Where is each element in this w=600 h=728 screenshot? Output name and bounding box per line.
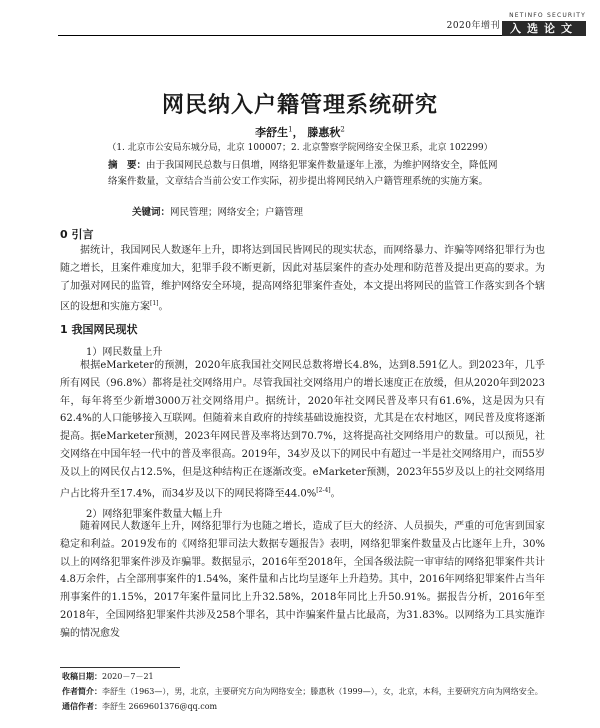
footnote-rule bbox=[60, 667, 180, 668]
crime-paragraph: 随着网民人数逐年上升，网络犯罪行为也随之增长，造成了巨大的经济、人员损失，严重的可危害到国家稳定和利益。2019发布的《网络犯罪司法大数据专题报告》表明，网络犯罪案件数量及占比逐年上升，30%以上的网络犯罪案件涉及诈骗罪。数据显示，2016年至2018年，全国各级法院一审审结的网络犯罪案件共计4.8万余件，占全部刑事案件的1.54%，案件量和占比均呈逐年上升趋势。其中，2016年网络犯罪案件占当年刑事案件的1.15%，2017年案件量同比上升32.58%，2018年同比上升50.91%。据报告分析，2016年至2018年，全国网络犯罪案件共涉及258个罪名，其中诈骗案件量占比最高，为31.83%。以网络为工具实施诈骗的情况愈发 bbox=[60, 521, 545, 639]
author-name: 李舒生 bbox=[255, 126, 289, 139]
punct: 。 bbox=[158, 301, 169, 313]
paper-title: 网民纳入户籍管理系统研究 bbox=[161, 92, 438, 118]
section-tag: 入选论文 bbox=[502, 21, 586, 36]
section-heading-status: 1 我国网民现状 bbox=[60, 323, 138, 336]
author-bio-text: 李舒生（1963—），男，北京，主要研究方向为网络安全；滕惠秋（1999—），女，北京，本科，主要研究方向为网络安全。 bbox=[102, 687, 543, 696]
abstract bbox=[108, 158, 498, 190]
subsection-heading-users: 1）网民数量上升 bbox=[86, 347, 163, 358]
punct: 。 bbox=[330, 487, 341, 499]
received-label: 收稿日期： bbox=[62, 671, 102, 681]
citation: [2-4] bbox=[316, 486, 331, 494]
keywords bbox=[132, 204, 498, 218]
issue-label: 2020年增刊 bbox=[446, 21, 500, 31]
citation: [1] bbox=[150, 300, 159, 308]
received-date bbox=[62, 671, 547, 682]
author-line: 李舒生$^1$， 滕惠秋$^2$ bbox=[255, 125, 345, 139]
author-bio-label: 作者简介： bbox=[62, 686, 102, 696]
corresponding-author bbox=[62, 701, 547, 712]
author-name: 滕惠秋 bbox=[307, 126, 341, 139]
contact-value: 李舒生 2669601376@qq.com bbox=[102, 702, 218, 711]
contact-label: 通信作者： bbox=[62, 701, 102, 711]
section-heading-intro: 0 引言 bbox=[60, 228, 94, 241]
author-affil-mark: 1 bbox=[288, 125, 293, 134]
users-text: 根据eMarketer的预测，2020年底我国社交网民总数将增长4.8%，达到8.591亿人。到2023年，几乎所有网民（96.8%）都将是社交网络用户。尽管我国社交网络用户的增长速度正在放缓，但从2020年到2023年，每年将至少新增3000万社交网络用户。据统计，2020年社交网民普及率只有61.6%，这是因为只有62.4%的人口能够接入互联网。但随着来自政府的持续基础设施投资，尤其是在农村地区，网民普及度将逐渐提高。据eMarketer预测，2023年网民普及率将达到70.7%，这将提高社交网络用户的数量。可以预见，社交网络在中国年轻一代中的普及率很高。2019年，34岁及以下的网民中有超过一半是社交网络用户，而55岁及以上的网民仅占12.5%，但是这种结构正在逐渐改变。eMarketer预测，2023年55岁及以上的社交网络用户占比将升至17.4%，而34岁及以下的网民将降至44.0% bbox=[60, 360, 545, 499]
author-bio bbox=[62, 686, 547, 697]
keywords-label: 关键词： bbox=[132, 207, 171, 218]
abstract-text: 由于我国网民总数与日俱增，网络犯罪案件数量逐年上涨，为维护网络安全，降低网络案件数量，文章结合当前公安工作实际，初步提出将网民纳入户籍管理系统的实施方案。 bbox=[108, 160, 498, 187]
abstract-label: 摘 要： bbox=[108, 160, 147, 171]
users-paragraph bbox=[60, 357, 545, 503]
magazine-block bbox=[502, 12, 586, 36]
received-value: 2020－7－21 bbox=[102, 672, 154, 681]
affiliation: （1. 北京市公安局东城分局，北京 100007；2. 北京警察学院网络安全保卫系，北京 102299） bbox=[107, 143, 493, 153]
running-header bbox=[0, 0, 600, 36]
magazine-name: NETINFO SECURITY bbox=[509, 12, 586, 19]
subsection-heading-crime: 2）网络犯罪案件数量大幅上升 bbox=[86, 509, 223, 520]
intro-paragraph bbox=[60, 242, 545, 317]
keywords-text: 网民管理；网络安全；户籍管理 bbox=[170, 207, 304, 218]
author-affil-mark: 2 bbox=[340, 125, 345, 134]
intro-text: 据统计，我国网民人数逐年上升，即将达到国民皆网民的现实状态，而网络暴力、诈骗等网络犯罪行为也随之增长，且案件难度加大，犯罪手段不断更新，因此对基层案件的查办处理和防范普及提出更高的要求。为了加强对网民的监管，维护网络安全环境，提高网络犯罪案件查处，本文提出将网民的监管工作落实到各个辖区的设想和实施方案 bbox=[60, 245, 545, 313]
